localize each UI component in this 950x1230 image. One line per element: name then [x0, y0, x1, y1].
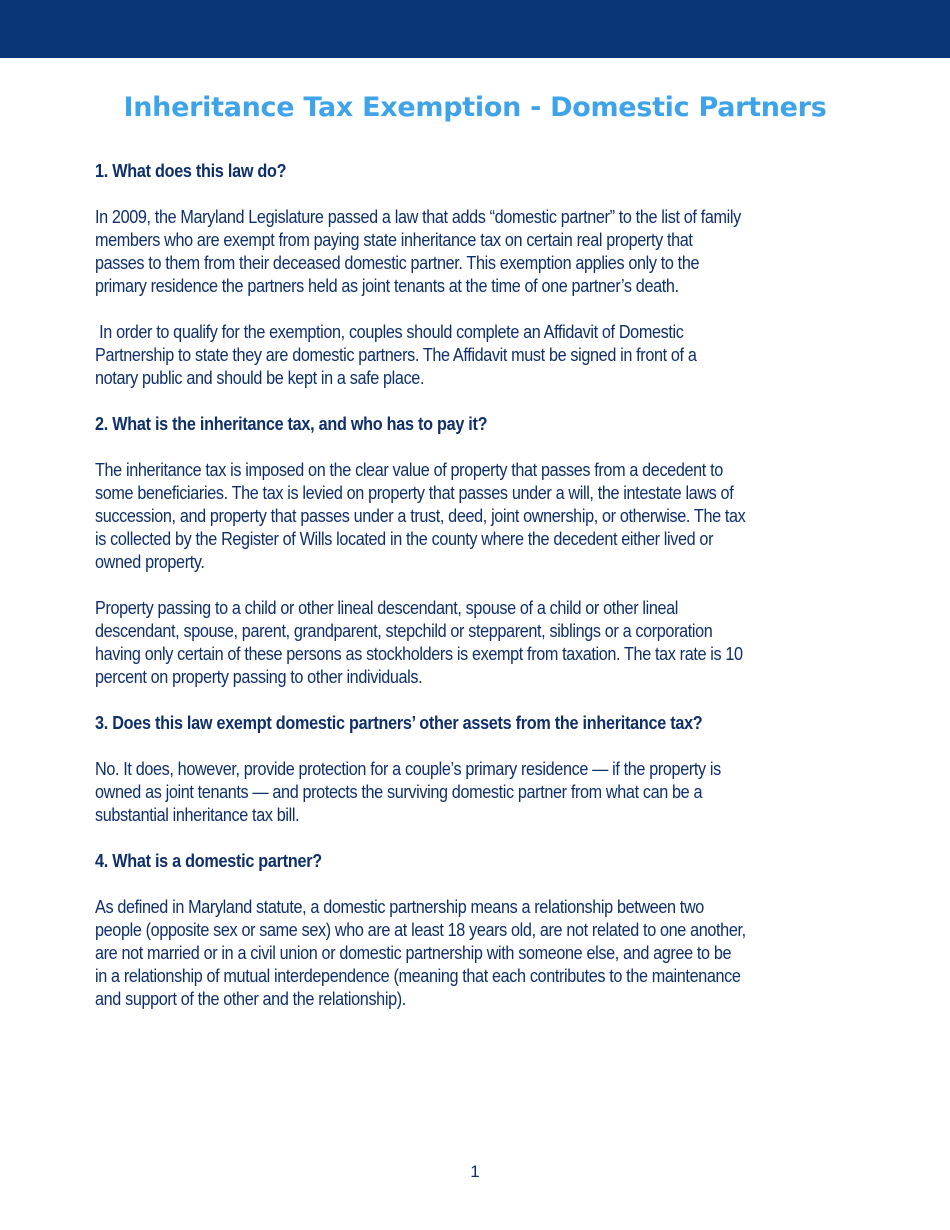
- paragraph-line: In 2009, the Maryland Legislature passed a law that adds “domestic partner” to the list of family: [95, 207, 741, 227]
- paragraph-line: and support of the other and the relationship).: [95, 989, 406, 1009]
- paragraph: [95, 758, 865, 827]
- page-number: 1: [470, 1162, 480, 1181]
- paragraph-line: descendant, spouse, parent, grandparent, stepchild or stepparent, siblings or a corporation: [95, 621, 713, 641]
- paragraph-line: people (opposite sex or same sex) who are at least 18 years old, are not related to one another,: [95, 920, 746, 940]
- paragraph-line: Property passing to a child or other lineal descendant, spouse of a child or other lineal: [95, 598, 679, 618]
- paragraph-line: in a relationship of mutual interdependence (meaning that each contributes to the maintenance: [95, 966, 741, 986]
- question-heading: 3. Does this law exempt domestic partners’ other assets from the inheritance tax?: [95, 713, 703, 733]
- paragraph-line: substantial inheritance tax bill.: [95, 805, 300, 825]
- paragraph-line: No. It does, however, provide protection for a couple’s primary residence — if the property is: [95, 759, 721, 779]
- paragraph-line: are not married or in a civil union or domestic partnership with someone else, and agree to be: [95, 943, 732, 963]
- paragraph-line: Partnership to state they are domestic partners. The Affidavit must be signed in front of a: [95, 345, 697, 365]
- paragraph: [95, 597, 865, 689]
- header-band: [0, 0, 950, 58]
- paragraph-line: notary public and should be kept in a safe place.: [95, 368, 425, 388]
- paragraph-line: members who are exempt from paying state inheritance tax on certain real property that: [95, 230, 693, 250]
- paragraph: [95, 896, 865, 1011]
- paragraph-line: is collected by the Register of Wills located in the county where the decedent either lived or: [95, 529, 714, 549]
- page-title: Inheritance Tax Exemption - Domestic Partners: [123, 92, 827, 123]
- paragraph-line: owned property.: [95, 552, 205, 572]
- paragraph-line: As defined in Maryland statute, a domestic partnership means a relationship between two: [95, 897, 704, 917]
- paragraph-line: passes to them from their deceased domestic partner. This exemption applies only to the: [95, 253, 700, 273]
- paragraph-line: having only certain of these persons as stockholders is exempt from taxation. The tax rate is 10: [95, 644, 743, 664]
- paragraph-line: The inheritance tax is imposed on the clear value of property that passes from a decedent to: [95, 460, 723, 480]
- question-heading: 4. What is a domestic partner?: [95, 851, 322, 871]
- paragraph-line: owned as joint tenants — and protects the surviving domestic partner from what can be a: [95, 782, 703, 802]
- document-body: [95, 160, 865, 1034]
- paragraph-line: succession, and property that passes under a trust, deed, joint ownership, or otherwise. The tax: [95, 506, 746, 526]
- paragraph: [95, 459, 865, 574]
- paragraph-line: In order to qualify for the exemption, couples should complete an Affidavit of Domestic: [95, 322, 684, 342]
- paragraph-line: some beneficiaries. The tax is levied on property that passes under a will, the intestate laws of: [95, 483, 734, 503]
- paragraph-line: percent on property passing to other individuals.: [95, 667, 423, 687]
- paragraph: [95, 206, 865, 298]
- question-heading: 1. What does this law do?: [95, 161, 287, 181]
- paragraph: [95, 321, 865, 390]
- question-heading: 2. What is the inheritance tax, and who has to pay it?: [95, 414, 488, 434]
- paragraph-line: primary residence the partners held as joint tenants at the time of one partner’s death.: [95, 276, 679, 296]
